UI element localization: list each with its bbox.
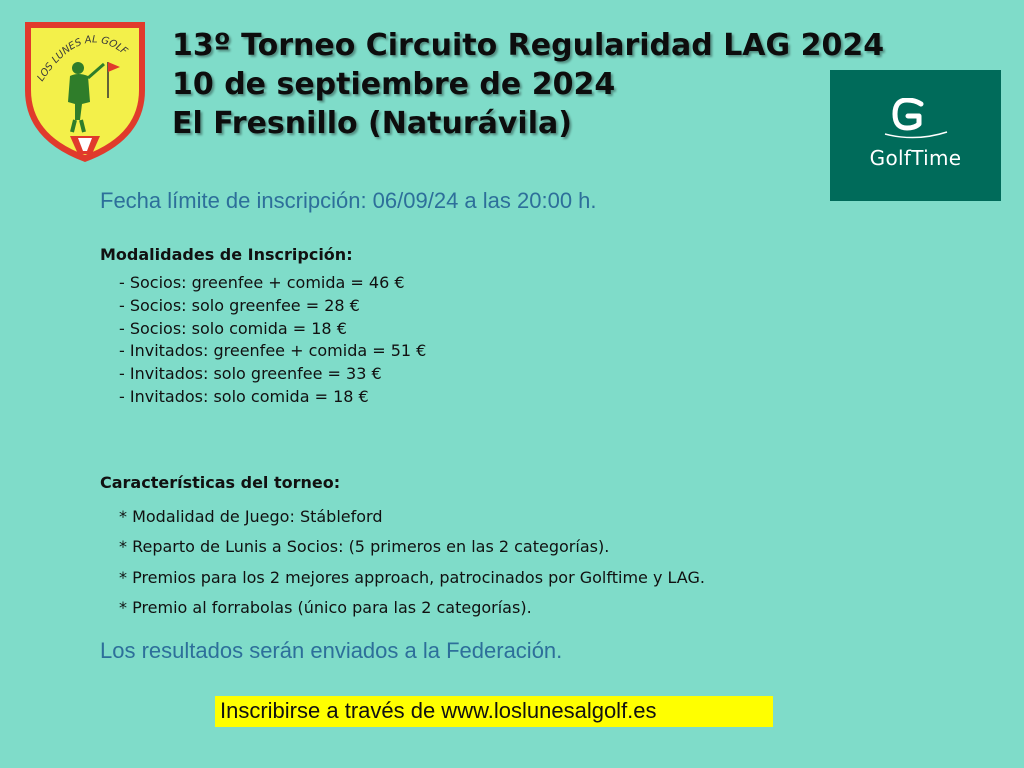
golftime-g-icon [883,98,949,144]
modalidades-list [119,272,426,409]
list-item: - Socios: greenfee + comida = 46 € [119,273,405,292]
tournament-venue: El Fresnillo (Naturávila) [172,106,572,141]
tournament-title: 13º Torneo Circuito Regularidad LAG 2024 [172,28,885,63]
list-item: - Invitados: solo comida = 18 € [119,386,369,406]
list-item: * Premio al forrabolas (único para las 2 categorías). [119,597,532,617]
list-item: * Modalidad de Juego: Stábleford [119,507,383,526]
signup-banner [215,696,773,727]
club-shield-icon [20,20,150,165]
club-logo [20,20,150,165]
list-item: - Socios: solo greenfee = 28 € [119,295,360,315]
sponsor-logo [830,70,1001,201]
registration-deadline: Fecha límite de inscripción: 06/09/24 a las 20:00 h. [100,188,597,213]
svg-text:LOS LUNES AL GOLF: LOS LUNES AL GOLF [35,34,130,84]
signup-link[interactable]: Inscribirse a través de www.loslunesalgolf.es [220,698,657,723]
list-item: * Premios para los 2 mejores approach, patrocinados por Golftime y LAG. [119,567,705,587]
sponsor-name: GolfTime [869,146,962,170]
caracteristicas-list [119,502,705,623]
list-item: - Invitados: solo greenfee = 33 € [119,364,382,384]
list-item: - Socios: solo comida = 18 € [119,318,347,338]
tournament-date: 10 de septiembre de 2024 [172,67,616,102]
list-item: * Reparto de Lunis a Socios: (5 primeros en las 2 categorías). [119,537,610,557]
caracteristicas-heading: Características del torneo: [100,473,341,492]
results-note: Los resultados serán enviados a la Federación. [100,638,563,663]
modalidades-heading: Modalidades de Inscripción: [100,245,353,264]
list-item: - Invitados: greenfee + comida = 51 € [119,341,427,361]
header-title-block [172,26,884,143]
